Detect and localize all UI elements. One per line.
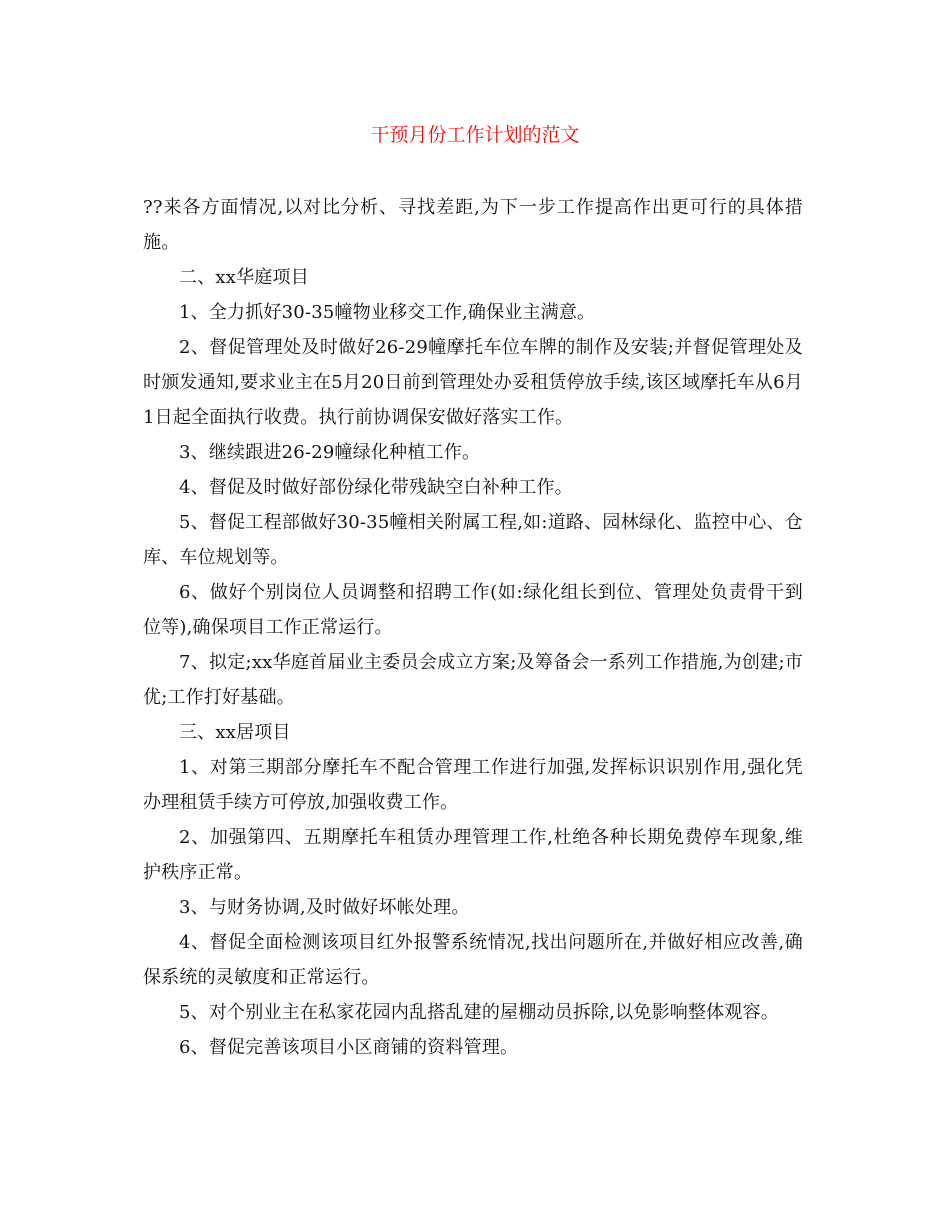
- paragraph: 3、与财务协调,及时做好坏帐处理。: [179, 897, 470, 918]
- paragraph: 1、全力抓好30-35幢物业移交工作,确保业主满意。: [179, 302, 596, 323]
- paragraph: 6、督促完善该项目小区商铺的资料管理。: [179, 1037, 519, 1058]
- paragraph: 3、继续跟进26-29幢绿化种植工作。: [179, 442, 481, 463]
- paragraph: 5、对个别业主在私家花园内乱搭乱建的屋棚动员拆除,以免影响整体观容。: [179, 1002, 779, 1023]
- paragraph: 4、督促及时做好部份绿化带残缺空白补种工作。: [179, 477, 573, 498]
- document-body: [143, 190, 803, 1065]
- paragraph: 5、督促工程部做好30-35幢相关附属工程,如:道路、园林绿化、监控中心、仓库、车位规划等。: [143, 512, 803, 568]
- paragraph: 4、督促全面检测该项目红外报警系统情况,找出问题所在,并做好相应改善,确保系统的灵敏度和正常运行。: [143, 932, 803, 988]
- paragraph: ??来各方面情况,以对比分析、寻找差距,为下一步工作提高作出更可行的具体措施。: [143, 197, 803, 253]
- paragraph: 2、加强第四、五期摩托车租赁办理管理工作,杜绝各种长期免费停车现象,维护秩序正常。: [143, 827, 803, 883]
- paragraph: 7、拟定;xx华庭首届业主委员会成立方案;及筹备会一系列工作措施,为创建;市优;工作打好基础。: [143, 652, 803, 708]
- section-heading: 二、xx华庭项目: [179, 267, 309, 288]
- paragraph: 6、做好个别岗位人员调整和招聘工作(如:绿化组长到位、管理处负责骨干到位等),确保项目工作正常运行。: [143, 582, 803, 638]
- paragraph: 1、对第三期部分摩托车不配合管理工作进行加强,发挥标识识别作用,强化凭办理租赁手续方可停放,加强收费工作。: [143, 757, 803, 813]
- document-title: 干预月份工作计划的范文: [370, 124, 580, 146]
- section-heading: 三、xx居项目: [179, 722, 291, 743]
- paragraph: 2、督促管理处及时做好26-29幢摩托车位车牌的制作及安装;并督促管理处及时颁发通知,要求业主在5月20日前到管理处办妥租赁停放手续,该区域摩托车从6月1日起全面执行收费。执行前协调保安做好落实工作。: [143, 337, 803, 428]
